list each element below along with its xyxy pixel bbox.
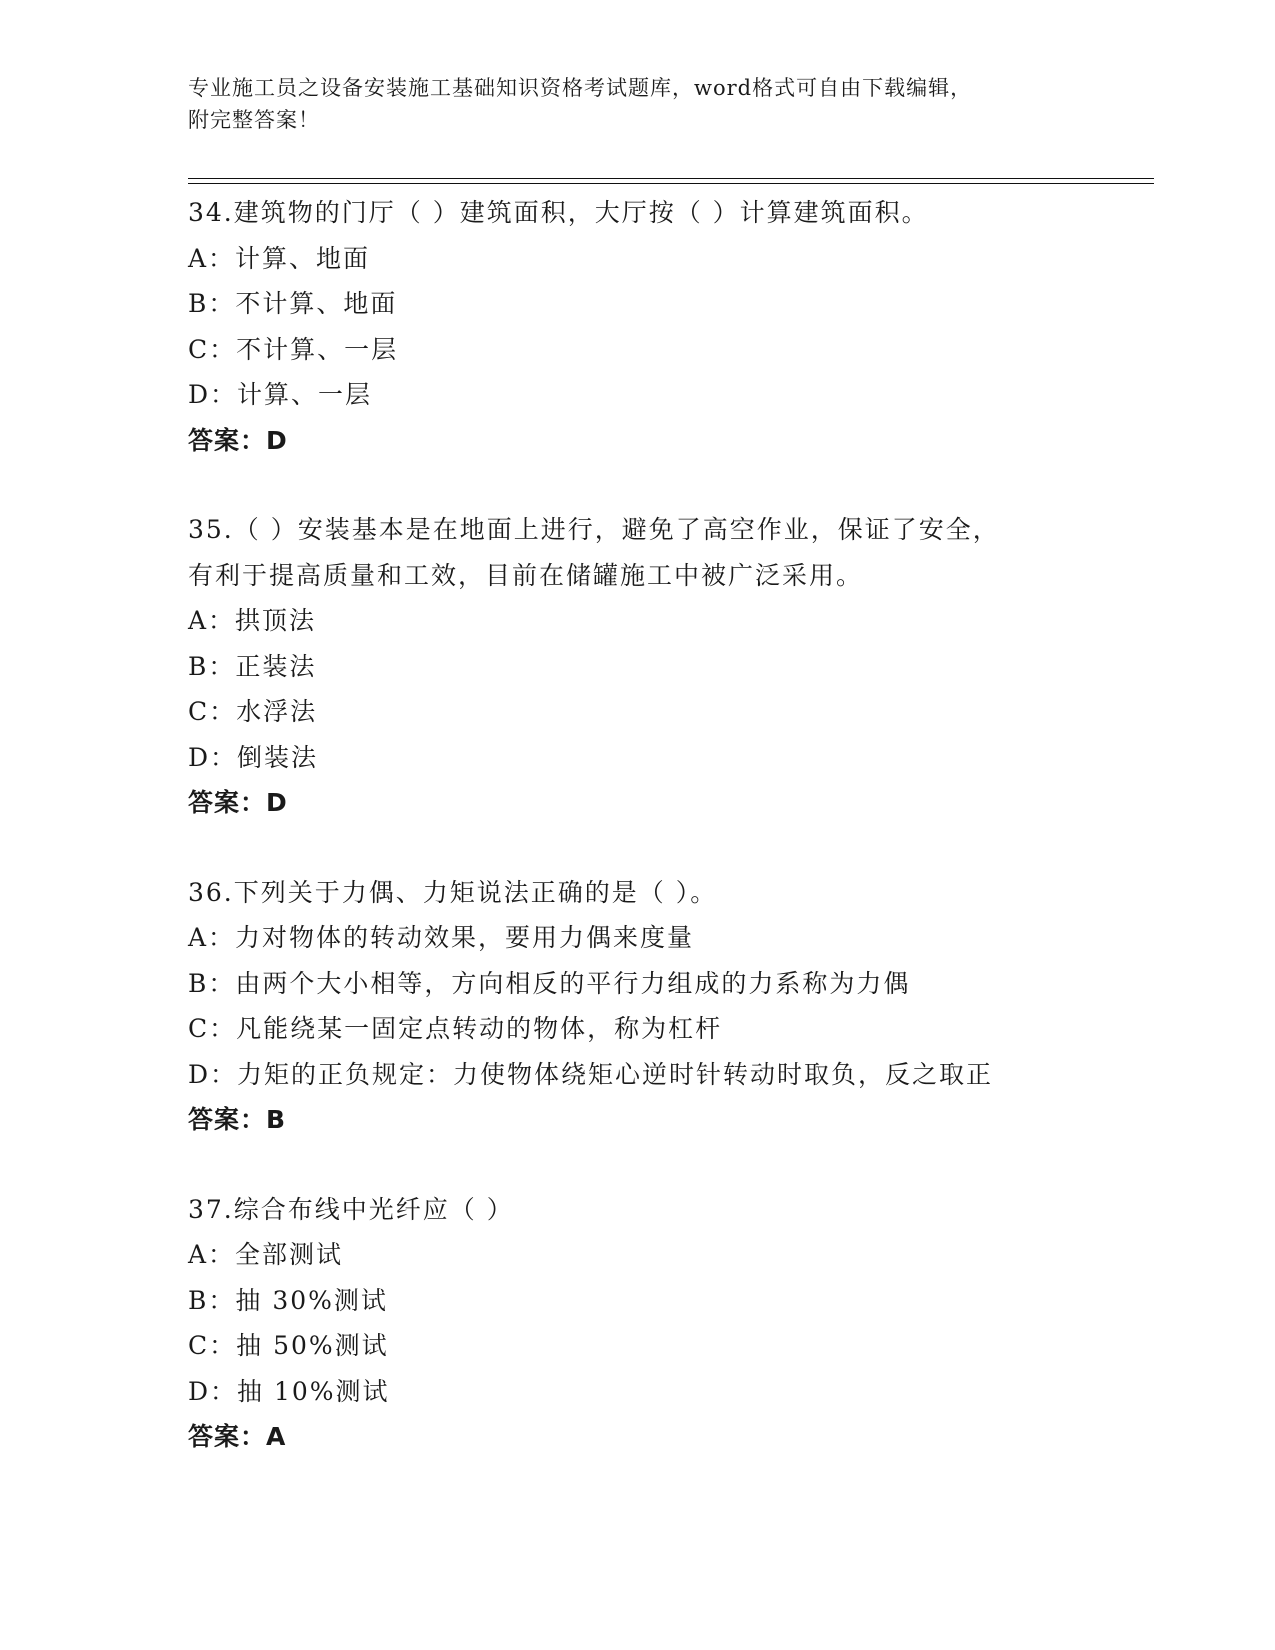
document-header <box>188 72 1088 136</box>
header-line-2: 附完整答案！ <box>188 108 320 132</box>
question-stem: 35.（ ）安装基本是在地面上进行，避免了高空作业，保证了安全， <box>188 515 1000 544</box>
option-c: C：抽 50%测试 <box>188 1331 389 1360</box>
question-stem: 34.建筑物的门厅（ ）建筑面积，大厅按（ ）计算建筑面积。 <box>188 198 929 227</box>
option-d: D：计算、一层 <box>188 380 373 409</box>
answer-label: 答案：D <box>188 788 288 817</box>
option-b: B：由两个大小相等，方向相反的平行力组成的力系称为力偶 <box>188 968 911 998</box>
header-line-1: 专业施工员之设备安装施工基础知识资格考试题库，word格式可自由下载编辑， <box>188 76 973 100</box>
answer-label: 答案：D <box>188 425 288 455</box>
option-d: D：力矩的正负规定：力使物体绕矩心逆时针转动时取负，反之取正 <box>188 1059 994 1089</box>
question-stem: 37.综合布线中光纤应（ ） <box>188 1194 514 1224</box>
option-b: B：不计算、地面 <box>188 289 398 318</box>
answer-label: 答案：B <box>188 1105 287 1134</box>
option-b: B：正装法 <box>188 651 317 681</box>
option-c: C：水浮法 <box>188 697 318 726</box>
option-a: A：全部测试 <box>188 1240 344 1269</box>
option-b: B：抽 30%测试 <box>188 1285 388 1315</box>
option-c: C：不计算、一层 <box>188 334 399 364</box>
option-a: A：力对物体的转动效果，要用力偶来度量 <box>188 923 695 952</box>
option-d: D：倒装法 <box>188 742 319 772</box>
question-34 <box>188 190 1088 463</box>
option-d: D：抽 10%测试 <box>188 1376 390 1406</box>
question-stem: 36.下列关于力偶、力矩说法正确的是（ ）。 <box>188 877 718 907</box>
header-divider <box>188 178 1154 184</box>
question-stem-continued: 有利于提高质量和工效，目前在储罐施工中被广泛采用。 <box>188 560 864 590</box>
question-37 <box>188 1187 1088 1460</box>
option-a: A：计算、地面 <box>188 243 371 273</box>
answer-label: 答案：A <box>188 1422 287 1451</box>
question-list <box>188 190 1088 1460</box>
option-c: C：凡能绕某一固定点转动的物体，称为杠杆 <box>188 1014 723 1043</box>
question-36 <box>188 870 1088 1143</box>
question-35 <box>188 507 1088 826</box>
option-a: A：拱顶法 <box>188 606 317 635</box>
